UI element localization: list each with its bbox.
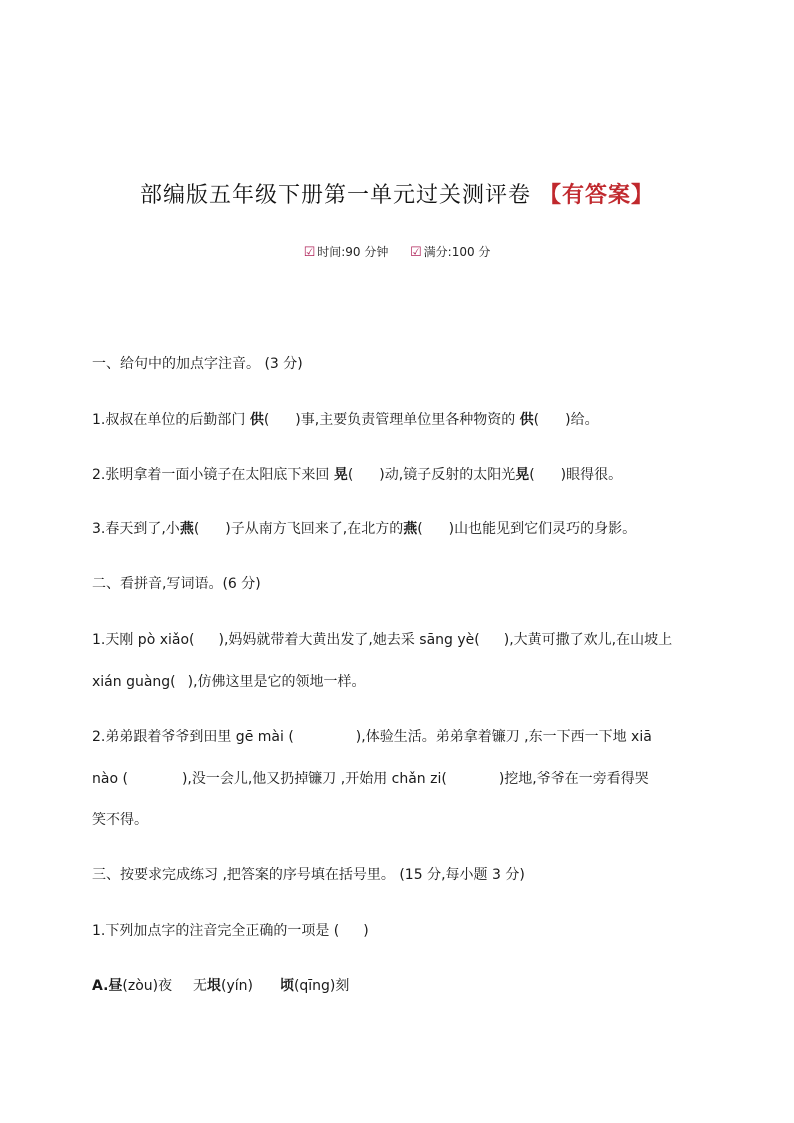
question-2-1-line1: 1.天刚 pò xiǎo( ),妈妈就带着大黄出发了,她去采 sāng yè( ),大黄可撒了欢儿,在山坡上 [92, 632, 673, 648]
dotted-char: 晃 [333, 467, 348, 483]
time-label: 时间:90 分钟 [317, 245, 389, 259]
question-1-1: 1.叔叔在单位的后勤部门 供( )事,主要负责管理单位里各种物资的 供( )给。 [92, 412, 599, 428]
question-3-1: 1.下列加点字的注音完全正确的一项是 ( ) [92, 923, 369, 939]
section2-heading: 二、看拼音,写词语。(6 分) [92, 576, 261, 592]
title-text: 部编版五年级下册第一单元过关测评卷 [139, 183, 531, 208]
dotted-char: 昼 [108, 978, 123, 994]
dotted-char: 晃 [515, 467, 530, 483]
section1-heading: 一、给句中的加点字注音。 (3 分) [92, 356, 303, 372]
score-label: 满分:100 分 [423, 245, 491, 259]
question-2-2-line1: 2.弟弟跟着爷爷到田里 gē mài ( ),体验生活。弟弟拿着镰刀 ,东一下西一下地 xiā [92, 729, 652, 745]
dotted-char: 供 [519, 412, 534, 428]
dotted-char: 燕 [403, 521, 418, 537]
question-2-2-line2: nào ( ),没一会儿,他又扔掉镰刀 ,开始用 chǎn zi( )挖地,爷爷在一旁看得哭 [92, 771, 649, 787]
page-title [0, 178, 794, 209]
dotted-char: 燕 [179, 521, 194, 537]
checkbox-icon: ☑ [410, 245, 422, 260]
exam-meta [0, 243, 794, 260]
dotted-char: 顷 [279, 978, 294, 994]
dotted-char: 垠 [207, 978, 222, 994]
checkbox-icon: ☑ [303, 245, 316, 260]
question-2-1-line2: xián guàng( ),仿佛这里是它的领地一样。 [92, 674, 366, 690]
option-a: A.昼(zòu)夜 无垠(yín) 顷(qīng)刻 [92, 978, 350, 994]
section3-heading: 三、按要求完成练习 ,把答案的序号填在括号里。 (15 分,每小题 3 分) [92, 867, 525, 883]
question-1-2: 2.张明拿着一面小镜子在太阳底下来回 晃( )动,镜子反射的太阳光晃( )眼得很。 [92, 467, 623, 483]
title-highlight: 【有答案】 [539, 182, 655, 208]
question-2-2-line3: 笑不得。 [92, 812, 148, 828]
question-1-3: 3.春天到了,小燕( )子从南方飞回来了,在北方的燕( )山也能见到它们灵巧的身影。 [92, 521, 637, 537]
dotted-char: 供 [249, 412, 264, 428]
